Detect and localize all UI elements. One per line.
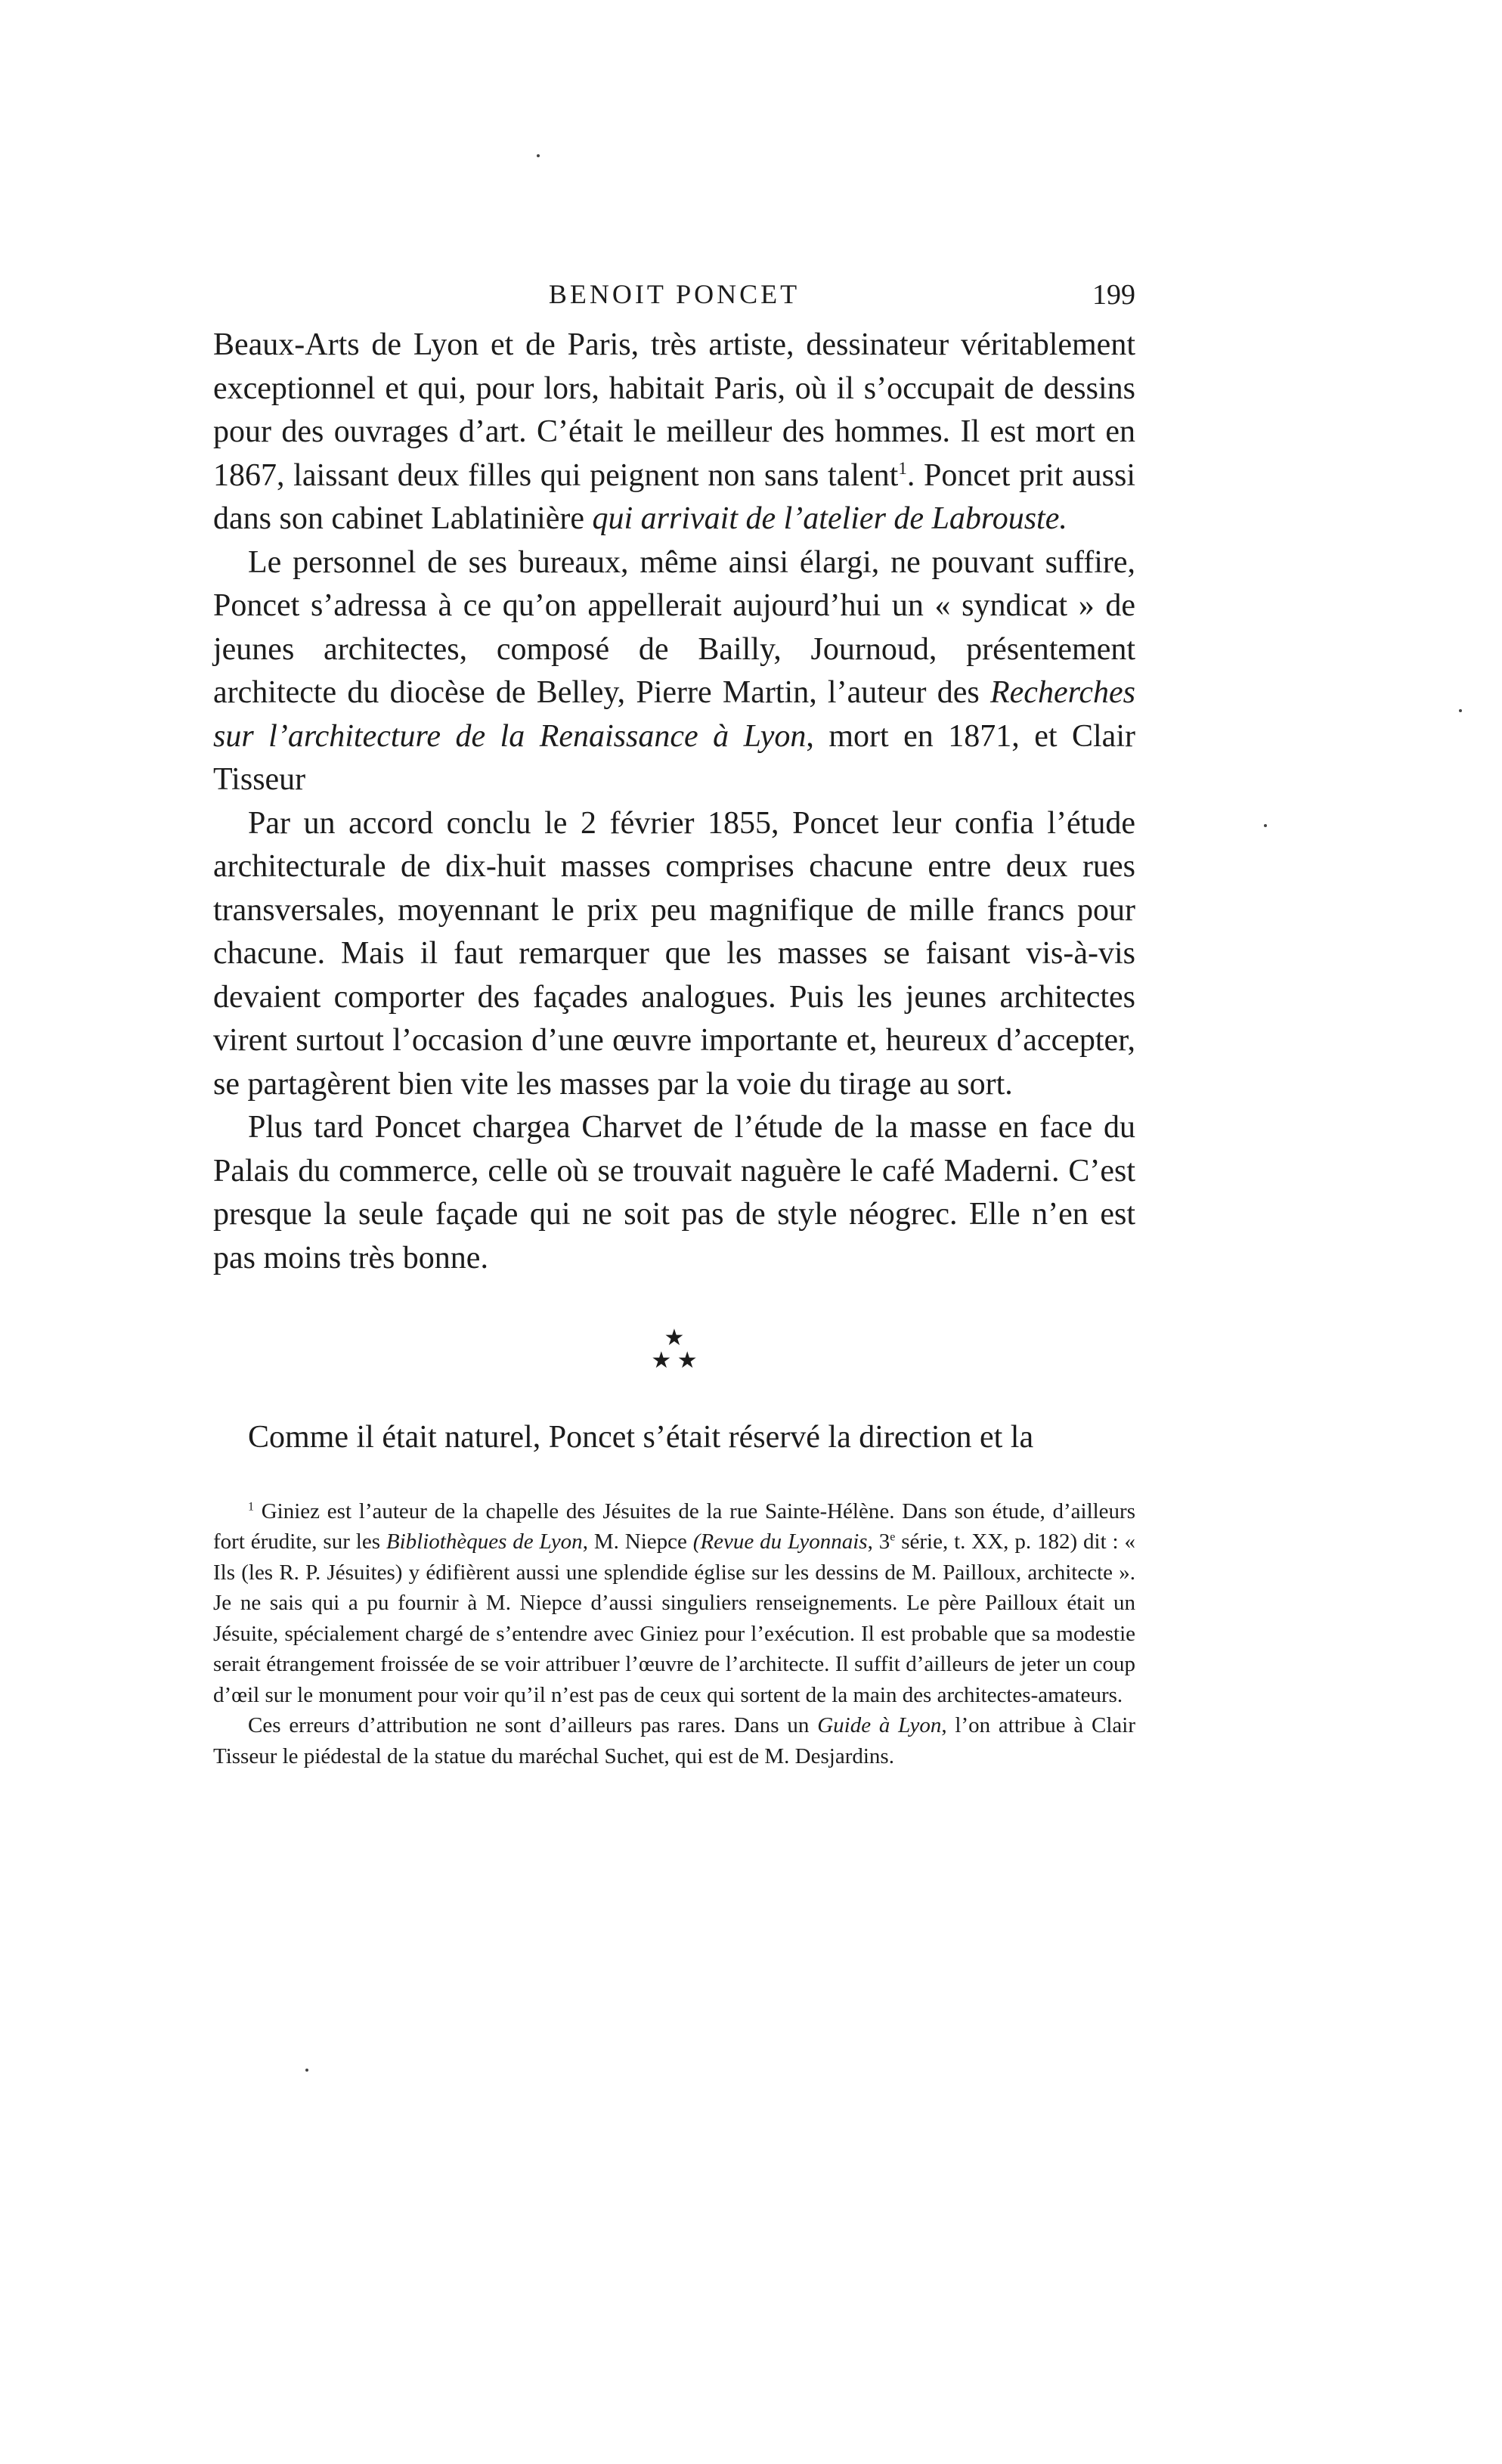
footnote-1-text-b: , M. Niepce [582,1530,693,1554]
paragraph-4: Plus tard Poncet chargea Charvet de l’étude de la masse en face du Palais du commerce, celle où se trouvait naguère le café Maderni. C’est presque la seule façade qui ne soit pas de style néogrec. Elle n’en est pas moins très bonne. [213,1110,1135,1275]
footnote-1 [213,1496,1135,1711]
page-number: 199 [1092,279,1135,311]
running-head [213,278,1135,324]
footnote-2 [213,1710,1135,1771]
paragraph-1-text-b: . Poncet prit aussi dans son cabinet Lablatinière [213,457,1135,536]
footnote-2-title: Guide à Lyon [817,1713,942,1737]
paragraph-1-text-c: qui arrivait de l’atelier de Labrouste. [584,501,1067,536]
book-page [213,278,1135,1771]
paragraph-3: Par un accord conclu le 2 février 1855, Poncet leur confia l’étude architecturale de dix-huit masses comprises chacune entre deux rues transversales, moyennant le prix peu magnifique de mille francs pour chacune. Mais il faut remarquer que les masses se faisant vis-à-vis devaient comporter des façades analogues. Puis les jeunes architectes virent surtout l’occasion d’une œuvre importante et, heureux d’accepter, se partagèrent bien vite les masses par la voie du tirage au sort. [213,805,1135,1102]
separator-star-top: ★ [664,1325,685,1350]
paragraph-1-text: Beaux-Arts de Lyon et de Paris, très artiste, dessinateur véritablement exceptionnel et qui, pour lors, habitait Paris, où il s’occupait de dessins pour des ouvrages d’art. C’était le meilleur des hommes. Il est mort en 1867, laissant deux filles qui peignent non sans talent [213,327,1135,493]
footnote-ref-1: 1 [898,457,907,478]
section-separator [621,1327,727,1372]
paper-speck [1459,709,1462,712]
footnote-1-title-a: Bibliothèques de Lyon [386,1530,583,1554]
running-title: BENOIT PONCET [548,279,801,309]
footnote-1-marker: 1 [248,1499,254,1513]
body-text [213,324,1135,1460]
footnotes [213,1496,1135,1772]
footnote-1-text-d: série, t. XX, p. 182) dit : « Ils (les R. P. Jésuites) y édifièrent aussi une splendide église sur les dessins de M. Pailloux, architecte ». Je ne sais qui a pu fournir à M. Niepce d’aussi singuliers renseignements. Le père Pailloux était un Jésuite, spécialement chargé de s’entendre avec Giniez pour l’exécution. Il est probable que sa modestie serait étrangement froissée de se voir attribuer l’œuvre de l’architecte. Il suffit d’ailleurs de jeter un coup d’œil sur le monument pour voir qu’il n’est pas de ceux qui sortent de la main des architectes-amateurs. [213,1530,1136,1707]
paragraph-1 [213,324,1135,541]
footnote-2-text-b: , l’on attribue à Clair Tisseur le piédestal de la statue du maréchal Suchet, qui est de M. Desjardins. [213,1713,1135,1768]
footnote-1-ordinal: e [890,1530,896,1544]
paragraph-2 [213,541,1135,802]
paragraph-5: Comme il était naturel, Poncet s’était réservé la direction et la [248,1420,1034,1455]
paper-speck [1264,824,1267,827]
paper-speck [537,154,540,157]
footnote-1-text-c: , 3 [867,1530,890,1554]
paragraph-2-text-b: , mort en 1871, et Clair Tisseur [213,718,1135,797]
footnote-1-title-b: (Revue du Lyonnais [692,1530,868,1554]
paragraph-2-book-title: Recherches sur l’architecture de la Renaissance à Lyon [213,675,1135,754]
paragraph-2-text: Le personnel de ses bureaux, même ainsi élargi, ne pouvant suffire, Poncet s’adressa à ce qu’on appellerait aujourd’hui un « syndicat » de jeunes architectes, composé de Bailly, Journoud, présentement architecte du diocèse de Belley, Pierre Martin, l’auteur des [213,544,1135,710]
footnote-2-text: Ces erreurs d’attribution ne sont d’ailleurs pas rares. Dans un [248,1713,818,1737]
paper-speck [305,2069,308,2072]
footnote-1-text: Giniez est l’auteur de la chapelle des Jésuites de la rue Sainte-Hélène. Dans son étude, d’ailleurs fort érudite, sur les [213,1499,1135,1554]
separator-stars-bottom: ★ ★ [651,1348,698,1373]
